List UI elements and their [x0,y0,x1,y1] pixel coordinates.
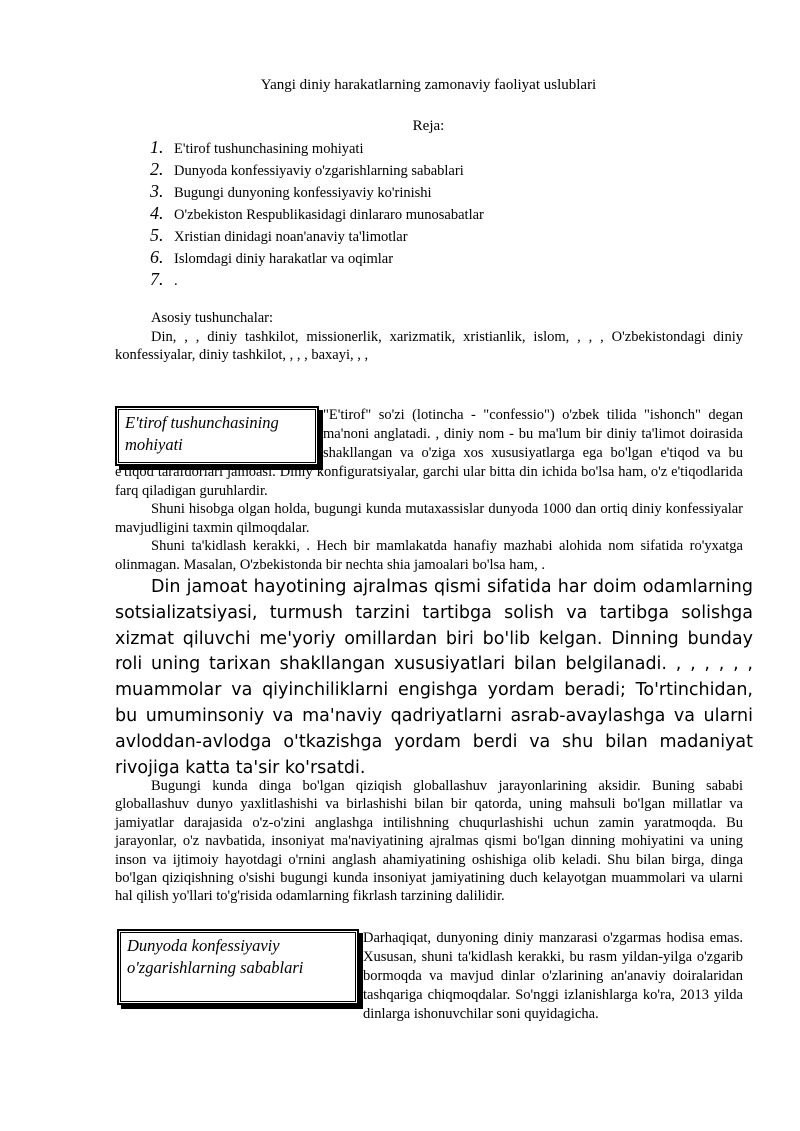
plan-item-text: Bugungi dunyoning konfessiyaviy ko'rinishi [174,185,432,201]
plan-item [150,268,484,290]
document-title: Yangi diniy harakatlarning zamonaviy faoliyat uslublari [260,77,597,93]
plan-item-number: 4. [150,203,164,223]
key-concepts-text: Din, , , diniy tashkilot, missionerlik, xarizmatik, xristianlik, islom, , , , O'zbekistondagi diniy konfessiyalar, diniy tashkilot, , , , baxayi, , , [115,329,743,363]
plan-item-number: 5. [150,225,164,245]
paragraph: Shuni hisobga olgan holda, bugungi kunda mutaxassislar dunyoda 1000 dan ortiq diniy konfessiyalar mavjudligini taxmin qilmoqdalar. [115,501,743,536]
plan-item-text: E'tirof tushunchasining mohiyati [174,141,364,157]
plan-list [150,136,484,290]
plan-item-number: 6. [150,247,164,267]
float-spacer [115,406,323,460]
section-heading: Dunyoda konfessiyaviy o'zgarishlarning sabablari [120,932,356,1002]
section-heading: E'tirof tushunchasining mohiyati [118,409,316,463]
plan-item-text: Xristian dinidagi noan'anaviy ta'limotlar [174,229,408,245]
plan-item [150,136,484,158]
paragraph: Shuni ta'kidlash kerakki, . Hech bir mamlakatda hanafiy mazhabi alohida nom sifatida ro'yxatga olinmagan. Masalan, O'zbekistonda bir nechta shia jamoalari bo'lsa ham, . [115,538,743,573]
plan-item-text: Dunyoda konfessiyaviy o'zgarishlarning sabablari [174,163,464,179]
plan-item-text: . [174,273,178,289]
plan-item [150,246,484,268]
plan-item [150,202,484,224]
float-spacer [115,929,363,1017]
plan-item-number: 7. [150,269,164,289]
paragraph [115,406,743,501]
plan-item [150,180,484,202]
plan-item [150,224,484,246]
paragraph: Bugungi kunda dinga bo'lgan qiziqish globallashuv jarayonlarining aksidir. Buning sababi globallashuv dunyo yaxlitlashishi va birlashishi bilan bir qatorda, uning mahsuli bo'lgan millatlar va jamiyatlar darajasida o'z-o'zini anglashga intilishning chuqurlashishi uchun zamin yaratmoqda. Bu jarayonlar, o'z navbatida, insoniyat ma'naviyatining ajralmas qismi bo'lgan dinning mohiyatini va uning inson va ijtimoiy hayotdagi o'rnini anglash ahamiyatining oshishiga olib keladi. Shu bilan birga, dinga bo'lgan qiziqishning o'sishi bugungi kunda insoniyat jamiyatining duch kelayotgan muammolari va ularni hal qilish yo'llari to'g'risida odamlarning fikrlash tarzining dalilidir. [115,778,743,905]
plan-item [150,158,484,180]
plan-item-text: O'zbekiston Respublikasidagi dinlararo munosabatlar [174,207,484,223]
plan-item-number: 1. [150,137,164,157]
paragraph-text: "E'tirof" so'zi (lotincha - "confessio") o'zbek tilida "ishonch" degan ma'noni anglatadi. , diniy nom - bu ma'lum bir diniy ta'limot doirasida shakllangan va o'ziga xos xususiyatlarga ega bo'lgan e'tiqod va bu e'tiqod tarafdorlari jamoasi. Diniy konfiguratsiyalar, garchi ular bitta din ichida bo'lsa ham, o'z e'tiqodlarida farq qiladigan guruhlardir. [115,407,743,499]
plan-item-number: 3. [150,181,164,201]
large-paragraph: Din jamoat hayotining ajralmas qismi sifatida har doim odamlarning sotsializatsiyasi, turmush tarzini tartibga solish va tartibga solishga xizmat qiluvchi me'yoriy omillardan biri bo'lib kelgan. Dinning bunday roli uning tarixan shakllangan xususiyatlari bilan belgilanadi. , , , , , , muammolar va qiyinchiliklarni engishga yordam beradi; To'rtinchidan, bu umuminsoniy va ma'naviy qadriyatlarni asrab-avaylashga va ularni avloddan-avlodga o'tkazishga yordam berdi va shu bilan madaniyat rivojiga katta ta'sir ko'rsatdi. [115,577,753,778]
key-concepts-heading: Asosiy tushunchalar: [151,310,274,326]
paragraph-text: Darhaqiqat, dunyoning diniy manzarasi o'zgarmas hodisa emas. Xususan, shuni ta'kidlash kerakki, bu rasm yildan-yilga o'zgarib bormoqda va mavjud dinlar o'zlarining an'anaviy doiralaridan tashqariga chiqmoqdalar. So'nggi izlanishlarga ko'ra, 2013 yilda dinlarga ishonuvchilar soni quyidagicha. [363,930,743,1022]
plan-heading: Reja: [412,118,445,134]
paragraph [115,929,743,1024]
plan-item-text: Islomdagi diniy harakatlar va oqimlar [174,251,394,267]
plan-item-number: 2. [150,159,164,179]
